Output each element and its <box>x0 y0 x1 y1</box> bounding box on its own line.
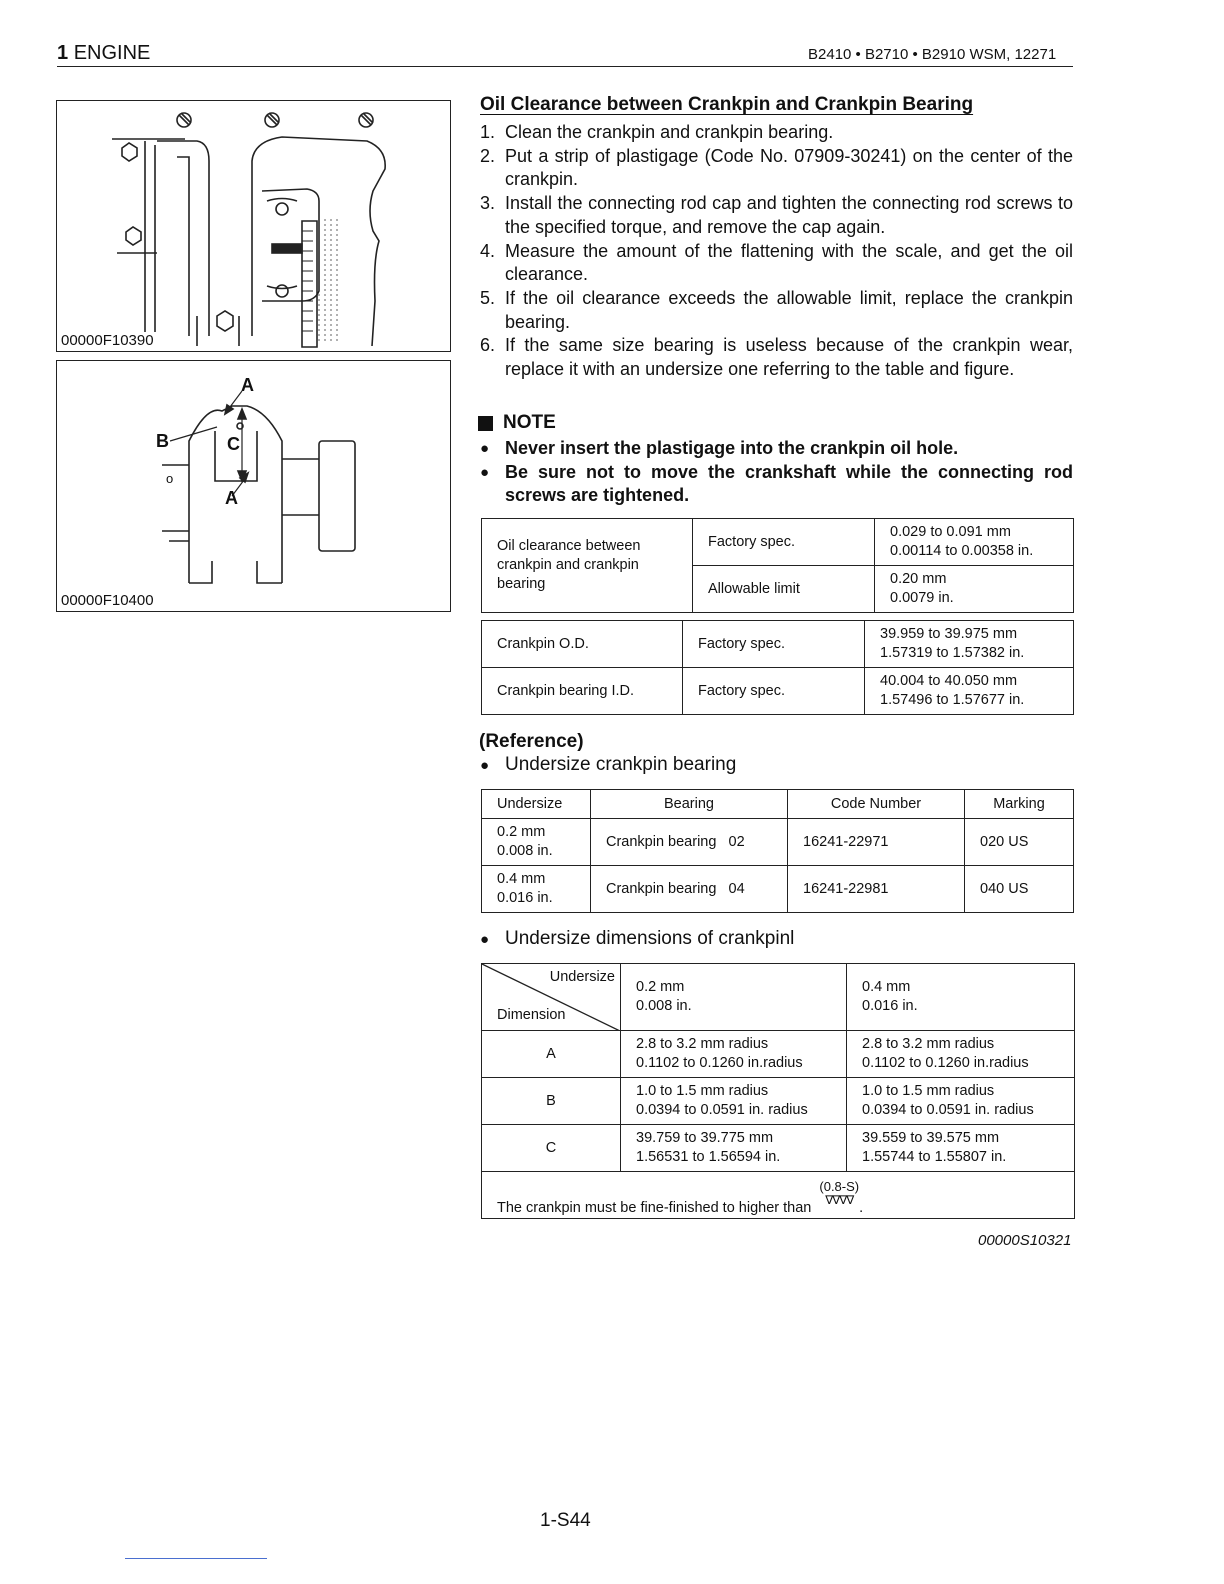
step-item <box>480 145 1073 192</box>
step-item <box>480 334 1073 381</box>
step-item <box>480 192 1073 239</box>
corner-dimension-label: Dimension <box>497 1007 566 1023</box>
undersize-column-header <box>621 964 847 1031</box>
value-cell <box>847 1078 1075 1125</box>
column-header: Marking <box>965 790 1074 819</box>
finish-triangles: ∇∇∇∇ <box>825 1193 854 1207</box>
spec-type-label: Factory spec. <box>683 621 865 668</box>
column-header: Bearing <box>591 790 788 819</box>
column-header: Code Number <box>788 790 965 819</box>
step-text: If the same size bearing is useless because of the crankpin wear, replace it with an undersize one referring to the table and figure. <box>505 335 1073 380</box>
marking-cell: 020 US <box>965 819 1074 866</box>
value-line: 2.8 to 3.2 mm radius <box>862 1036 995 1052</box>
spec-item-label: Oil clearance between crankpin and crankpin bearing <box>482 519 693 613</box>
code-cell: 16241-22981 <box>788 866 965 913</box>
figure-plastigage <box>56 100 451 352</box>
value-line: 1.55744 to 1.55807 in. <box>862 1149 1007 1165</box>
page-number: 1-S44 <box>540 1510 591 1531</box>
note-list <box>480 437 1073 508</box>
document-code: 00000S10321 <box>978 1232 1072 1249</box>
step-number: 5. <box>480 287 496 308</box>
spec-value-mm: 0.029 to 0.091 mm <box>890 524 1011 540</box>
section-header <box>57 42 150 65</box>
step-number: 3. <box>480 193 496 214</box>
corner-undersize-label: Undersize <box>549 969 615 985</box>
label-o: o <box>166 471 174 486</box>
dimension-label: A <box>482 1031 621 1078</box>
note-item <box>480 437 1073 461</box>
value-cell <box>847 1125 1075 1172</box>
value-line: 39.759 to 39.775 mm <box>636 1130 774 1146</box>
undersize-dimension-table <box>481 963 1075 1219</box>
bearing-cell: Crankpin bearing 02 <box>591 819 788 866</box>
crankpin-spec-table <box>481 620 1074 715</box>
finish-note-cell <box>482 1172 1075 1219</box>
step-text: Put a strip of plastigage (Code No. 07909-30241) on the center of the crankpin. <box>505 145 1073 190</box>
undersize-mm: 0.2 mm <box>497 824 546 840</box>
oil-clearance-spec-table <box>481 518 1074 613</box>
value-line: 1.56531 to 1.56594 in. <box>636 1149 781 1165</box>
procedure-steps <box>480 121 1073 382</box>
section-title: Oil Clearance between Crankpin and Crankpin Bearing <box>480 94 974 115</box>
undersize-bearing-table <box>481 789 1074 913</box>
dimension-label: B <box>482 1078 621 1125</box>
spec-item-label: Crankpin O.D. <box>482 621 683 668</box>
step-item <box>480 121 1073 145</box>
code-cell: 16241-22971 <box>788 819 965 866</box>
spec-value <box>875 566 1074 613</box>
reference-bullet-text: Undersize dimensions of crankpinl <box>505 928 795 949</box>
undersize-in: 0.008 in. <box>497 843 553 859</box>
finish-note-text: The crankpin must be fine-finished to higher than <box>497 1200 812 1216</box>
figure-crankpin-dimensions <box>56 360 451 612</box>
spec-value <box>875 519 1074 566</box>
value-line: 0.0394 to 0.0591 in. radius <box>636 1102 808 1118</box>
bottom-link-underline <box>125 1558 267 1559</box>
finish-value: (0.8-S) <box>819 1179 860 1194</box>
col-in: 0.016 in. <box>862 998 918 1014</box>
value-cell <box>621 1078 847 1125</box>
plastigage-illustration <box>57 101 450 351</box>
value-line: 1.0 to 1.5 mm radius <box>636 1083 769 1099</box>
note-label: NOTE <box>503 412 556 433</box>
table-row <box>482 819 1074 866</box>
step-item <box>480 287 1073 334</box>
bullet-icon: ● <box>480 931 490 948</box>
corner-header-cell <box>482 964 621 1031</box>
spec-value-mm: 40.004 to 40.050 mm <box>880 673 1018 689</box>
step-text: If the oil clearance exceeds the allowable limit, replace the crankpin bearing. <box>505 287 1073 332</box>
step-number: 4. <box>480 240 496 261</box>
spec-value <box>865 621 1074 668</box>
undersize-cell <box>482 866 591 913</box>
spec-value-in: 0.0079 in. <box>890 590 954 606</box>
step-item <box>480 240 1073 287</box>
spec-value-mm: 0.20 mm <box>890 571 947 587</box>
undersize-in: 0.016 in. <box>497 890 553 906</box>
spec-type-label: Factory spec. <box>683 668 865 715</box>
bearing-cell: Crankpin bearing 04 <box>591 866 788 913</box>
value-line: 0.0394 to 0.0591 in. radius <box>862 1102 1034 1118</box>
spec-value-in: 1.57496 to 1.57677 in. <box>880 692 1025 708</box>
step-text: Measure the amount of the flattening with the scale, and get the oil clearance. <box>505 240 1073 285</box>
label-a-bottom: A <box>225 488 238 508</box>
bullet-icon: ● <box>480 440 490 457</box>
label-b: B <box>156 431 169 451</box>
spec-type-label: Factory spec. <box>693 519 875 566</box>
table-row <box>482 1125 1075 1172</box>
spec-value-mm: 39.959 to 39.975 mm <box>880 626 1018 642</box>
value-line: 1.0 to 1.5 mm radius <box>862 1083 995 1099</box>
spec-value-in: 1.57319 to 1.57382 in. <box>880 645 1025 661</box>
surface-finish-symbol <box>819 1180 859 1206</box>
step-text: Clean the crankpin and crankpin bearing. <box>505 122 834 142</box>
spec-value-in: 0.00114 to 0.00358 in. <box>890 543 1034 559</box>
value-line: 0.1102 to 0.1260 in.radius <box>862 1055 1029 1071</box>
bullet-icon: ● <box>480 463 490 481</box>
col-mm: 0.2 mm <box>636 979 685 995</box>
reference-bullet-bearing <box>480 754 736 777</box>
value-cell <box>847 1031 1075 1078</box>
spec-item-label: Crankpin bearing I.D. <box>482 668 683 715</box>
reference-bullet-dimensions <box>480 928 794 951</box>
spec-value <box>865 668 1074 715</box>
marking-cell: 040 US <box>965 866 1074 913</box>
col-in: 0.008 in. <box>636 998 692 1014</box>
note-heading <box>478 412 556 434</box>
spec-type-label: Allowable limit <box>693 566 875 613</box>
figure-caption: 00000F10390 <box>61 332 154 349</box>
value-cell <box>621 1125 847 1172</box>
value-line: 2.8 to 3.2 mm radius <box>636 1036 769 1052</box>
column-header: Undersize <box>482 790 591 819</box>
col-mm: 0.4 mm <box>862 979 911 995</box>
step-number: 1. <box>480 122 496 142</box>
section-name: ENGINE <box>73 42 151 64</box>
value-line: 0.1102 to 0.1260 in.radius <box>636 1055 803 1071</box>
step-number: 2. <box>480 145 496 166</box>
header-rule <box>57 66 1073 67</box>
step-text: Install the connecting rod cap and tighten the connecting rod screws to the specified torque, and remove the cap again. <box>505 193 1073 237</box>
figure-caption: 00000F10400 <box>61 592 154 609</box>
note-text: Never insert the plastigage into the crankpin oil hole. <box>505 438 959 458</box>
dimension-label: C <box>482 1125 621 1172</box>
note-text: Be sure not to move the crankshaft while the connecting rod screws are tightened. <box>505 461 1073 506</box>
undersize-mm: 0.4 mm <box>497 871 546 887</box>
value-cell <box>621 1031 847 1078</box>
crankpin-illustration <box>57 361 450 611</box>
reference-bullet-text: Undersize crankpin bearing <box>505 754 737 775</box>
label-c: C <box>227 434 240 454</box>
table-row <box>482 1031 1075 1078</box>
table-row <box>482 866 1074 913</box>
value-line: 39.559 to 39.575 mm <box>862 1130 1000 1146</box>
step-number: 6. <box>480 335 496 356</box>
bullet-icon: ● <box>480 757 490 774</box>
undersize-column-header <box>847 964 1075 1031</box>
finish-period: . <box>859 1200 864 1216</box>
section-number: 1 <box>57 42 69 64</box>
model-reference: B2410 • B2710 • B2910 WSM, 12271 <box>808 46 1057 63</box>
label-a-top: A <box>241 375 254 395</box>
note-square-icon <box>478 416 493 431</box>
note-item <box>480 461 1073 508</box>
reference-heading: (Reference) <box>479 731 584 752</box>
table-row <box>482 1078 1075 1125</box>
undersize-cell <box>482 819 591 866</box>
